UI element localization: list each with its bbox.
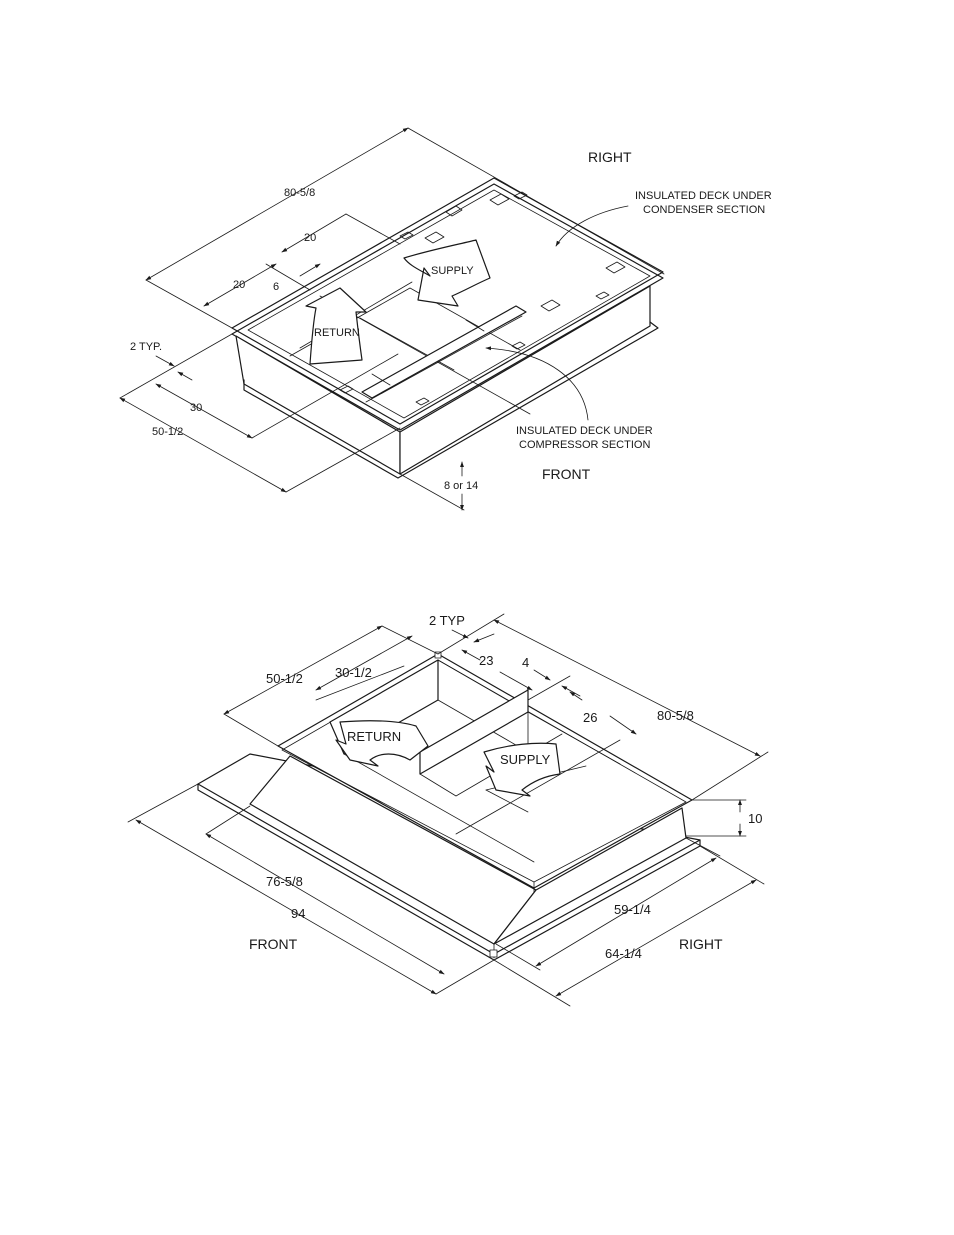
- dim-top-height: 8 or 14: [444, 480, 479, 492]
- dim-bottom-right-inner: 59-1/4: [614, 902, 651, 917]
- dim-top-width-outer: 50-1/2: [152, 426, 184, 438]
- dim-top-offset-lower: 20: [233, 279, 246, 291]
- dim-bottom-26: 26: [583, 710, 598, 725]
- compressor-deck-label-1: INSULATED DECK UNDER: [516, 425, 653, 437]
- bottom-curb-diagram: [128, 613, 768, 1006]
- dim-top-typ: 2 TYP.: [130, 341, 163, 353]
- dim-bottom-width-inner: 30-1/2: [335, 665, 372, 680]
- condenser-deck-label-1: INSULATED DECK UNDER: [635, 190, 772, 202]
- dim-bottom-width-top: 50-1/2: [266, 671, 303, 686]
- dim-top-gap: 6: [273, 281, 280, 293]
- bottom-front-label: FRONT: [249, 936, 298, 952]
- dim-top-width-inner: 30: [190, 402, 203, 414]
- top-curb-diagram: [120, 128, 772, 510]
- dim-bottom-23: 23: [479, 653, 494, 668]
- compressor-deck-label-2: COMPRESSOR SECTION: [519, 439, 651, 451]
- bottom-return-label: RETURN: [347, 729, 402, 744]
- bottom-supply-label: SUPPLY: [500, 752, 551, 767]
- dim-top-offset-upper: 20: [304, 232, 317, 244]
- top-front-label: FRONT: [542, 466, 591, 482]
- condenser-deck-label-2: CONDENSER SECTION: [643, 204, 766, 216]
- dim-top-length: 80-5/8: [284, 187, 316, 199]
- dim-bottom-front-inner: 76-5/8: [266, 874, 303, 889]
- dim-bottom-front-outer: 94: [291, 906, 306, 921]
- bottom-right-label: RIGHT: [679, 936, 723, 952]
- dim-bottom-length-top: 80-5/8: [657, 708, 694, 723]
- top-return-label: RETURN: [314, 327, 360, 339]
- dim-bottom-right-outer: 64-1/4: [605, 946, 642, 961]
- top-supply-label: SUPPLY: [431, 265, 474, 277]
- dim-bottom-height: 10: [748, 811, 763, 826]
- dim-bottom-4: 4: [522, 655, 530, 670]
- top-right-label: RIGHT: [588, 149, 632, 165]
- dim-bottom-typ: 2 TYP: [429, 613, 465, 628]
